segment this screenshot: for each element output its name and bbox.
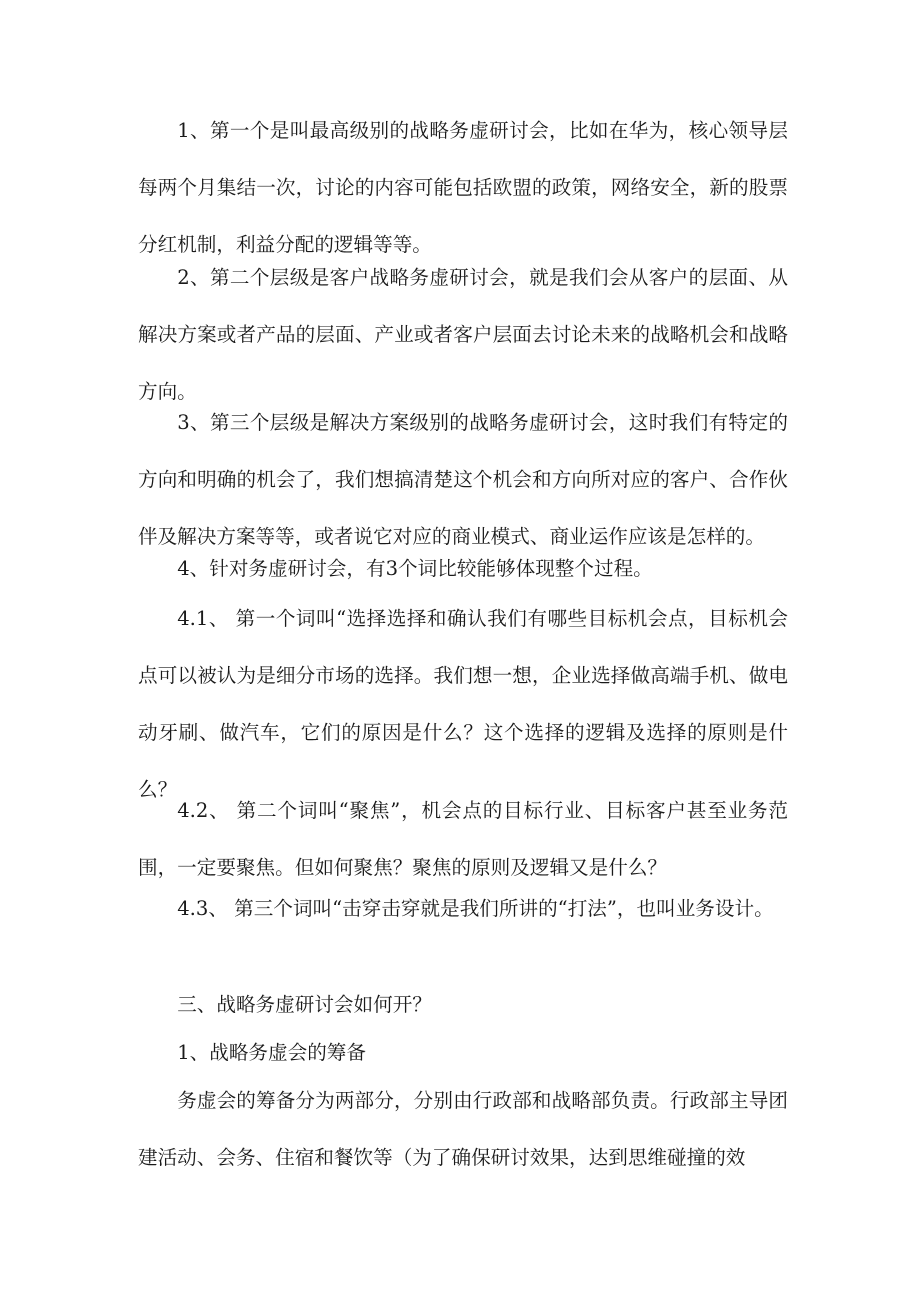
paragraph-level-2: 2、第二个层级是客户战略务虚研讨会，就是我们会从客户的层面、从解决方案或者产品的层面、产业或者客户层面去讨论未来的战略机会和战略方向。 — [138, 266, 788, 403]
subsection-heading: 1、战略务虚会的筹备 — [177, 1041, 366, 1064]
paragraph-word-focus: 4.2、 第二个词叫“聚焦”，机会点的目标行业、目标客户甚至业务范围，一定要聚焦。但如何聚焦？聚焦的原则及逻辑又是什么？ — [138, 799, 788, 879]
paragraph-level-1: 1、第一个是叫最高级别的战略务虚研讨会，比如在华为，核心领导层每两个月集结一次，讨论的内容可能包括欧盟的政策，网络安全，新的股票分红机制，利益分配的逻辑等等。 — [138, 119, 788, 256]
paragraph-level-3: 3、第三个层级是解决方案级别的战略务虚研讨会，这时我们有特定的方向和明确的机会了，我们想搞清楚这个机会和方向所对应的客户、合作伙伴及解决方案等等，或者说它对应的商业模式、商业运作应该是怎样的。 — [138, 411, 788, 548]
paragraph-word-select: 4.1、 第一个词叫“选择选择和确认我们有哪些目标机会点，目标机会点可以被认为是细分市场的选择。我们想一想，企业选择做高端手机、做电动牙刷、做汽车，它们的原因是什么？这个选择的逻辑及选择的原则是什么？ — [138, 607, 788, 801]
paragraph-three-words: 4、针对务虚研讨会，有3个词比较能够体现整个过程。 — [177, 557, 653, 580]
section-heading: 三、战略务虚研讨会如何开？ — [177, 993, 432, 1016]
paragraph-word-breakthrough: 4.3、 第三个词叫“击穿击穿就是我们所讲的“打法”，也叫业务设计。 — [177, 897, 774, 920]
paragraph-preparation: 务虚会的筹备分为两部分，分别由行政部和战略部负责。行政部主导团建活动、会务、住宿和餐饮等（为了确保研讨效果，达到思维碰撞的效 — [138, 1089, 788, 1169]
